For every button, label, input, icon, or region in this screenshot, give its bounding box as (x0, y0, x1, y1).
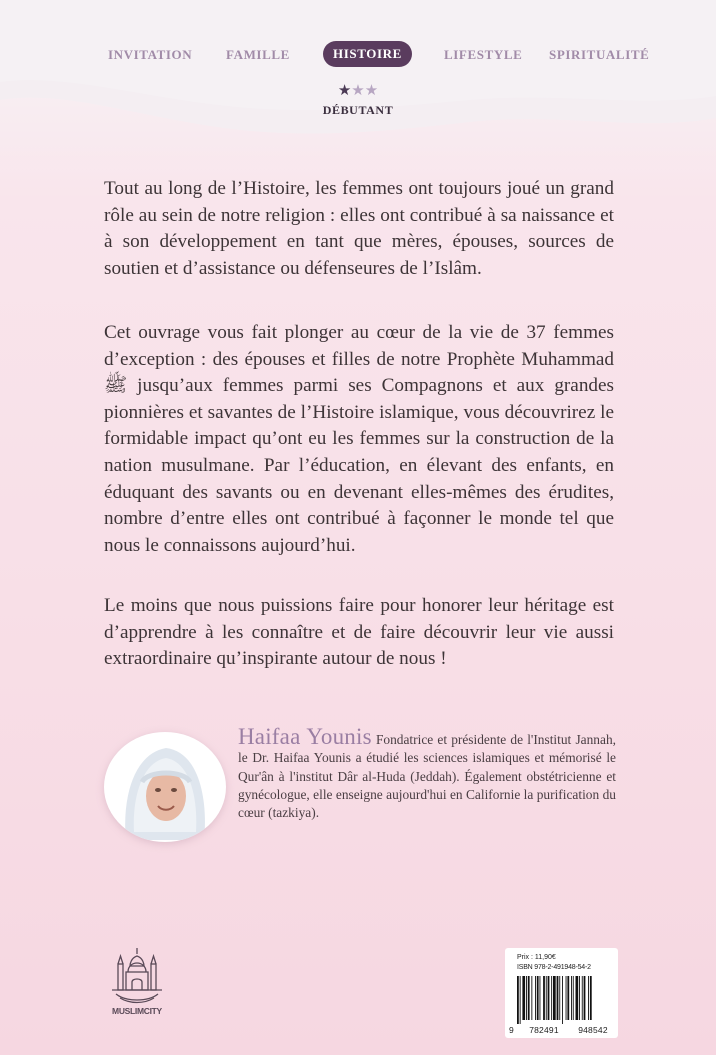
header-band (0, 0, 716, 150)
isbn-text: ISBN 978-2-491948-54-2 (517, 964, 591, 971)
body-paragraph-1: Tout au long de l’Histoire, les femmes ont toujours joué un grand rôle au sein de notre religion : elles ont contribué à sa naissance et à son développement en tant que mères, épouses, sources de soutien et d’assistance ou défenseures de l’Islâm. (104, 178, 614, 279)
nav-item-famille[interactable]: FAMILLE (226, 47, 290, 62)
body-paragraph-2: Cet ouvrage vous fait plonger au cœur de la vie de 37 femmes d’exception : des épouses et filles de notre Prophète Muhammad ﷺ jusqu’aux femmes parmi ses Compagnons et aux grandes pionnières et savantes de l’Histoire islamique, vous découvrirez le formidable impact qu’ont eu les femmes sur la construction de la nation musulmane. Par l’éducation, en élevant des enfants, en éduquant des savants ou en devenant elles-mêmes des érudites, nombre d’entre elles ont contribué à façonner le monde tel que nous le connaissons aujourd’hui. (104, 322, 614, 556)
publisher-logo (104, 944, 170, 1020)
barcode-digit-group-2: 948542 (578, 1025, 608, 1035)
rating-stars (0, 82, 716, 100)
barcode-digit-first: 9 (509, 1025, 514, 1035)
author-section (104, 724, 616, 848)
author-bio (238, 724, 616, 822)
author-bio-text: Fondatrice et présidente de l'Institut Jannah, le Dr. Haifaa Younis a étudié les sciences islamiques et mémorisé le Qur'ân à l'institut Dâr al-Huda (Jeddah). Également obstétricienne et gynécologue, elle enseigne aujourd'hui en Californie la purification du cœur (tazkiya). (238, 732, 616, 821)
barcode-digits (509, 1025, 617, 1035)
nav-item-spiritualite[interactable]: SPIRITUALITÉ (549, 47, 650, 62)
author-photo (104, 732, 226, 842)
star-icon: ★ (364, 83, 379, 99)
star-icon: ★ (351, 83, 365, 99)
author-portrait-image (104, 732, 226, 842)
nav-item-lifestyle[interactable]: LIFESTYLE (444, 47, 523, 62)
publisher-logo-text: MUSLIMCITY (112, 1006, 162, 1016)
author-name: Haifaa Younis (238, 724, 372, 749)
difficulty-level (0, 82, 716, 118)
level-label: DÉBUTANT (322, 103, 394, 117)
nav-item-invitation[interactable]: INVITATION (108, 47, 193, 62)
star-icon: ★ (337, 83, 352, 99)
barcode-image (511, 976, 613, 1024)
barcode-digit-group-1: 782491 (529, 1025, 559, 1035)
mosque-logo-icon (104, 944, 170, 1006)
category-nav (0, 40, 716, 68)
header-wave (0, 0, 716, 150)
body-paragraph-3: Le moins que nous puissions faire pour honorer leur héritage est d’apprendre à les connaître et de faire découvrir leur vie aussi extraordinaire qu’inspirante autour de nous ! (104, 595, 614, 670)
barcode-label (505, 948, 618, 1038)
nav-item-histoire[interactable]: HISTOIRE (323, 41, 412, 67)
price-text: Prix : 11,90€ (517, 954, 556, 961)
